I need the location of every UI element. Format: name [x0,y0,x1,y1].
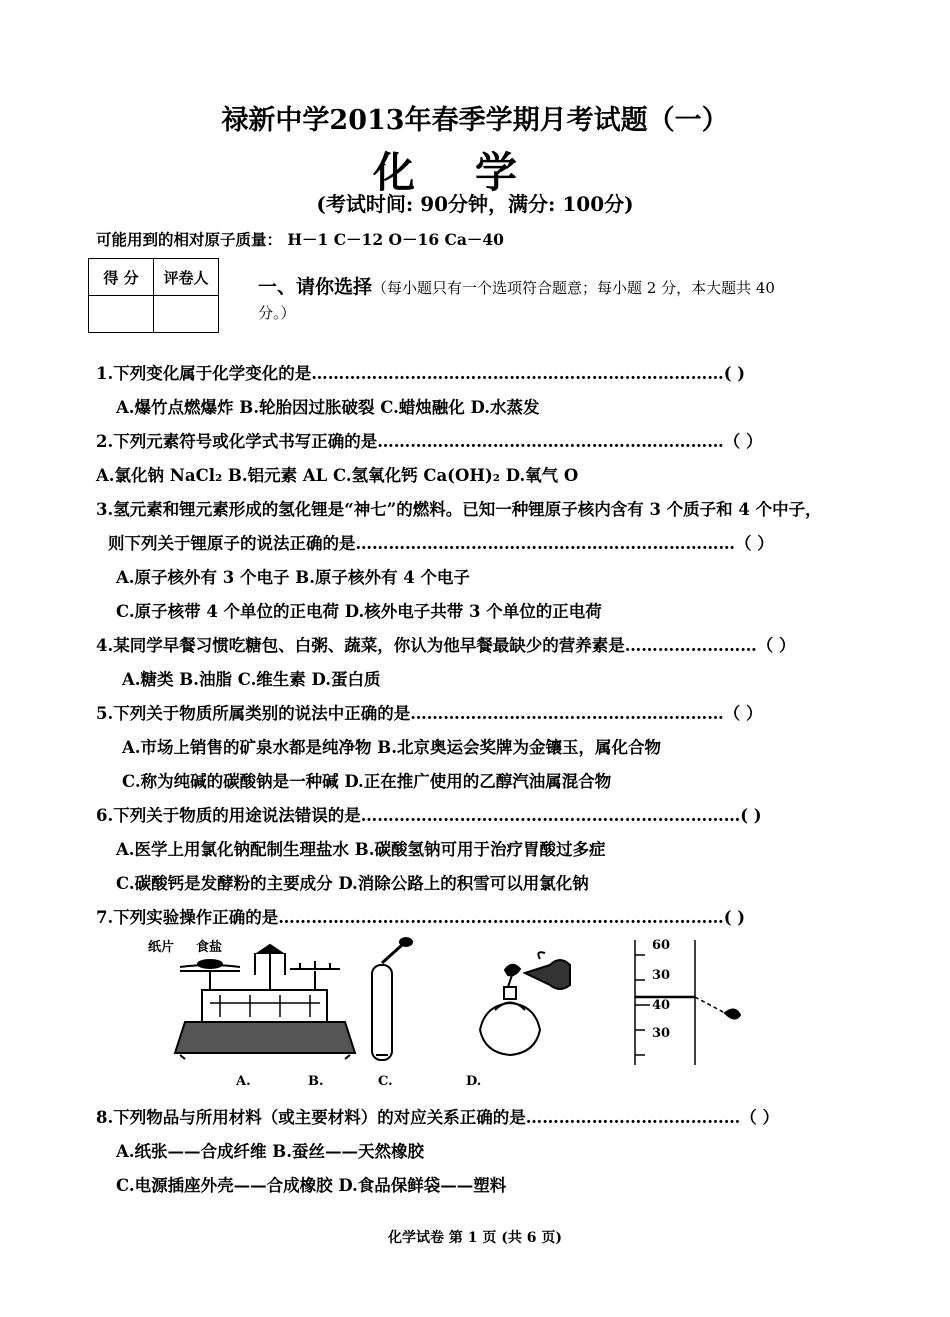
scale-60: 60 [652,938,671,953]
score-cell[interactable] [89,296,154,333]
question-6-options-1: A.医学上用氯化钠配制生理盐水 B.碳酸氢钠可用于治疗胃酸过多症 [116,840,606,859]
question-3: 3.氢元素和锂元素形成的氢化锂是“神七”的燃料。已知一种锂原子核内含有 3 个质子和 4 个中子， [96,500,822,519]
score-label: 得 分 [89,259,154,296]
label-B: B. [308,1074,324,1089]
label-D: D. [466,1074,482,1089]
section-title: 一、请你选择 [258,276,373,298]
question-3-options-1: A.原子核外有 3 个电子 B.原子核外有 4 个电子 [116,568,470,587]
question-8-options-1: A.纸张——合成纤维 B.蚕丝——天然橡胶 [116,1142,424,1161]
question-8: 8.下列物品与所用材料（或主要材料）的对应关系正确的是…………………………………（ ） [96,1108,779,1127]
scale-40: 40 [652,998,671,1013]
question-4-options: A.糖类 B.油脂 C.维生素 D.蛋白质 [122,670,381,689]
atomic-masses: 可能用到的相对原子质量： H－1 C－12 O－16 Ca－40 [96,230,504,249]
label-A: A. [236,1074,251,1089]
question-6-options-2: C.碳酸钙是发酵粉的主要成分 D.消除公路上的积雪可以用氯化钠 [116,874,589,893]
question-3-cont: 则下列关于锂原子的说法正确的是……………………………………………………………（ ） [108,534,774,553]
balance-figure [148,939,355,1059]
grader-label: 评卷人 [154,259,219,296]
question-5-options-2: C.称为纯碱的碳酸钠是一种碱 D.正在推广使用的乙醇汽油属混合物 [122,772,612,791]
question-5: 5.下列关于物质所属类别的说法中正确的是…………………………………………………（ ） [96,704,763,723]
scale-30a: 30 [652,968,671,983]
scale-30b: 30 [652,1026,671,1041]
question-8-options-2: C.电源插座外壳——合成橡胶 D.食品保鲜袋——塑料 [116,1176,507,1195]
paper-label: 纸片 [148,940,175,955]
salt-label: 食盐 [196,940,223,955]
question-3-options-2: C.原子核带 4 个单位的正电荷 D.核外电子共带 3 个单位的正电荷 [116,602,602,621]
experiment-figures [140,935,760,1095]
label-C: C. [378,1074,393,1089]
question-7: 7.下列实验操作正确的是………………………………………………………………………( ) [96,908,746,927]
cylinder-figure [635,938,740,1065]
section-heading [258,272,775,299]
section-note-cont: 分。） [258,304,296,322]
question-1-options: A.爆竹点燃爆炸 B.轮胎因过胀破裂 C.蜡烛融化 D.水蒸发 [116,398,540,417]
page-footer: 化学试卷 第 1 页 (共 6 页) [388,1230,562,1246]
question-2-options: A.氯化钠 NaCl₂ B.铝元素 AL C.氢氧化钙 Ca(OH)₂ D.氧气 O [96,466,579,485]
question-2: 2.下列元素符号或化学式书写正确的是………………………………………………………（ ） [96,432,763,451]
subject-heading: 化学 [372,148,577,197]
section-note: （每小题只有一个选项符合题意；每小题 2 分，本大题共 40 [372,279,775,297]
question-5-options-1: A.市场上销售的矿泉水都是纯净物 B.北京奥运会奖牌为金镶玉，属化合物 [122,738,661,757]
question-6: 6.下列关于物质的用途说法错误的是……………………………………………………………( ) [96,806,762,825]
exam-info: (考试时间: 90分钟，满分: 100分) [316,192,634,216]
grader-cell[interactable] [154,296,219,333]
question-4: 4.某同学早餐习惯吃糖包、白粥、蔬菜，你认为他早餐最缺少的营养素是……………………（ ） [96,636,796,655]
score-box [88,258,219,333]
question-1: 1.下列变化属于化学变化的是…………………………………………………………………( ) [96,364,746,383]
dropper-tube-figure [372,938,412,1060]
exam-title: 禄新中学2013年春季学期月考试题（一） [221,105,729,136]
alcohol-lamp-figure [480,952,570,1055]
